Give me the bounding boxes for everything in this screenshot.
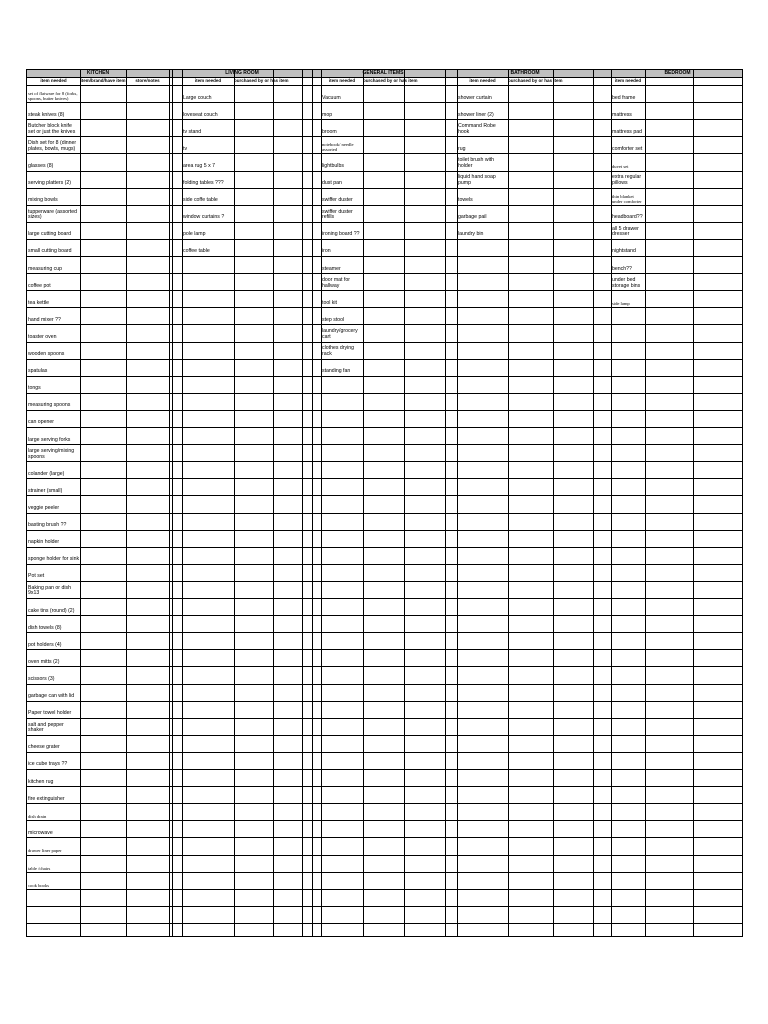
bedroom-item: side lamp: [612, 301, 630, 307]
row-line: [27, 820, 742, 821]
living-room-header-item-needed: item needed: [194, 78, 222, 83]
living-room-item: window curtains ?: [183, 214, 225, 221]
kitchen-item: salt and pepper shaker: [28, 721, 64, 734]
row-line: [27, 513, 742, 514]
general-item: Vacuum: [322, 94, 341, 101]
bedroom-item: nightstand: [612, 248, 636, 255]
kitchen-item: can opener: [28, 419, 54, 426]
kitchen-item: ice cube trays ??: [28, 761, 68, 768]
kitchen-item: steak knives (8): [28, 111, 65, 118]
kitchen-item: Baking pan or dish 9x13: [28, 584, 71, 597]
bathroom-item: shower liner (2): [458, 111, 494, 118]
kitchen-item: cook books: [28, 882, 50, 888]
general-item: mop: [322, 111, 333, 118]
bathroom-header-purchased: purchased by or has item: [508, 78, 563, 83]
row-line: [27, 906, 742, 907]
bathroom-header-item-needed: item needed: [469, 78, 496, 83]
bathroom-item: rug: [458, 145, 466, 152]
general-item: lightbulbs: [322, 162, 344, 169]
kitchen-item: large serving/mixing spoons: [28, 448, 75, 460]
row-line: [27, 718, 742, 719]
grid-line: [445, 70, 446, 936]
general-item: iron: [322, 248, 331, 255]
living-room-item: loveseat couch: [183, 111, 218, 118]
row-line: [27, 752, 742, 753]
grid-line: [273, 70, 274, 936]
bathroom-item: shower curtain: [458, 94, 492, 101]
row-line: [27, 855, 742, 856]
grid-line: [172, 70, 173, 936]
kitchen-title: KITCHEN: [86, 70, 110, 76]
general-item: ironing board ??: [322, 231, 360, 238]
kitchen-item: measuring cup: [28, 265, 63, 272]
kitchen-header-store-notes: store/notes: [135, 78, 160, 83]
general-item: broom: [322, 128, 337, 135]
general-item: swiffer duster: [322, 197, 353, 204]
row-line: [27, 478, 742, 479]
row-line: [27, 547, 742, 548]
living-room-item: coffee table: [183, 248, 210, 255]
general-item: dust pan: [322, 180, 342, 186]
general-item: door mat for hallway: [322, 277, 350, 289]
grid-line: [553, 70, 554, 936]
bathroom-item: Command Robe hook: [458, 123, 496, 135]
kitchen-item: microwave: [28, 829, 53, 836]
kitchen-item: Pot set: [28, 573, 45, 580]
kitchen-item: basting brush ??: [28, 522, 67, 528]
bedroom-item: bed frame: [612, 94, 636, 101]
general-item: step stool: [322, 316, 345, 323]
grid-line: [302, 70, 303, 936]
general-header-item-needed: item needed: [328, 78, 356, 83]
bedroom-item: extra regular pillows: [612, 174, 642, 186]
kitchen-item: sponge holder for sink: [28, 556, 80, 563]
kitchen-item: cake tins (round) (2): [28, 607, 75, 614]
bathroom-title: BATHROOM: [510, 70, 540, 76]
row-line: [27, 359, 742, 360]
kitchen-item: strainer (small): [28, 487, 63, 494]
row-line: [27, 324, 742, 325]
kitchen-item: table /chairs: [28, 865, 51, 871]
kitchen-item: small cutting board: [28, 248, 72, 255]
general-item: swiffer duster refills: [322, 208, 353, 221]
living-room-item: area rug 5 x 7: [183, 162, 216, 169]
kitchen-item: spatulas: [28, 368, 48, 375]
grid-line: [169, 70, 170, 936]
row-line: [27, 701, 742, 702]
living-room-item: tv stand: [183, 128, 202, 135]
row-line: [27, 684, 742, 685]
kitchen-item: Paper towel holder: [28, 710, 72, 717]
row-line: [27, 461, 742, 462]
living-room-item: side coffe table: [183, 197, 218, 204]
kitchen-item: hand mixer ??: [28, 316, 61, 323]
kitchen-item: mixing bowls: [28, 197, 58, 204]
grid-line: [312, 70, 313, 936]
bedroom-item: under bed storage bins: [612, 277, 641, 289]
grid-line: [693, 70, 694, 936]
bedroom-item: mattress pad: [612, 128, 642, 135]
kitchen-item: napkin holder: [28, 539, 60, 546]
general-item: standing fan: [322, 368, 351, 375]
grid-line: [126, 70, 127, 936]
living-room-item: Large couch: [183, 94, 212, 101]
grid-line: [593, 70, 594, 936]
row-line: [27, 410, 742, 411]
kitchen-item: pot holders (4): [28, 641, 62, 648]
living-room-item: folding tables ???: [183, 180, 224, 186]
bedroom-item: bench??: [612, 265, 632, 272]
grid-line: [363, 70, 364, 936]
row-line: [27, 632, 742, 633]
kitchen-item: cheese grater: [28, 744, 60, 751]
bedroom-item: duvet set: [612, 164, 629, 170]
grid-line: [645, 70, 646, 936]
kitchen-item: measuring spoons: [28, 402, 71, 409]
row-line: [27, 393, 742, 394]
row-line: [27, 530, 742, 531]
row-line: [27, 615, 742, 616]
row-line: [27, 649, 742, 650]
general-item: tool kit: [322, 299, 337, 306]
checklist-sheet: [26, 69, 743, 937]
grid-line: [80, 70, 81, 936]
row-line: [27, 889, 742, 890]
row-line: [27, 769, 742, 770]
kitchen-item: oven mitts (2): [28, 658, 60, 665]
kitchen-item: wooden spoons: [28, 351, 65, 357]
row-line: [27, 786, 742, 787]
kitchen-item: fire extinguisher: [28, 795, 65, 802]
bathroom-item: liquid hand soap pump: [458, 174, 496, 186]
grid-line: [234, 70, 235, 936]
row-line: [27, 923, 742, 924]
bedroom-item: comforter set: [612, 145, 643, 152]
kitchen-item: tea kettle: [28, 299, 50, 306]
kitchen-header-brand: item/brand/have item: [80, 78, 126, 83]
row-line: [27, 495, 742, 496]
kitchen-item: glasses (8): [28, 162, 54, 169]
row-line: [27, 307, 742, 308]
general-item: steamer: [322, 265, 341, 272]
general-item: notebook/ needle assorted: [322, 142, 354, 153]
row-line: [27, 837, 742, 838]
kitchen-header-item-needed: item needed: [40, 78, 67, 83]
kitchen-item: toaster oven: [28, 333, 57, 340]
bedroom-item: mattress: [612, 111, 632, 118]
living-room-title: LIVING ROOM: [225, 70, 259, 76]
kitchen-item: Butcher block knife set or just the knives: [28, 123, 76, 135]
bedroom-title: BEDROOM: [664, 70, 691, 76]
kitchen-item: large cutting board: [28, 231, 71, 238]
kitchen-item: coffee pot: [28, 282, 51, 289]
kitchen-item: dish towels (8): [28, 624, 62, 631]
kitchen-item: drawer liner paper: [28, 848, 62, 854]
living-room-item: tv: [183, 145, 188, 152]
row-line: [27, 342, 742, 343]
general-item: clothes drying rack: [322, 345, 355, 357]
row-line: [27, 376, 742, 377]
bathroom-item: garbage pail: [458, 214, 487, 221]
kitchen-item: colander (large): [28, 470, 65, 477]
kitchen-item: serving platters (2): [28, 180, 71, 186]
kitchen-item: Dish set for 8 (dinner plates, bowls, mugs): [28, 140, 77, 152]
kitchen-item: set of flatware for 8 (forks, spoons, butter knives): [28, 91, 78, 102]
kitchen-item: veggie peeler: [28, 504, 60, 511]
bathroom-item: toilet brush with holder: [458, 157, 495, 169]
bathroom-item: laundry bin: [458, 231, 484, 238]
row-line: [27, 444, 742, 445]
general-items-title: GENERAL ITEMS: [362, 70, 404, 76]
kitchen-item: kitchen rug: [28, 778, 54, 785]
kitchen-item: tongs: [28, 385, 41, 392]
living-room-item: pole lamp: [183, 231, 206, 238]
kitchen-item: dish drain: [28, 814, 47, 820]
grid-line: [404, 70, 405, 936]
bedroom-header-item-needed: item needed: [614, 78, 642, 83]
row-line: [27, 803, 742, 804]
grid-line: [508, 70, 509, 936]
bedroom-item: thin blanket under comforter: [612, 193, 642, 204]
general-header-purchased: purchased by or has item: [363, 78, 418, 83]
kitchen-item: tupperware (assorted sizes): [28, 208, 78, 221]
kitchen-item: large serving forks: [28, 436, 71, 443]
kitchen-item: garbage can with lid: [28, 693, 75, 699]
bedroom-item: all 5 drawer dresser: [612, 225, 639, 238]
row-line: [27, 598, 742, 599]
row-line: [27, 427, 742, 428]
living-room-header-purchased: purchased by or has item: [234, 78, 289, 83]
general-item: laundry/grocery cart: [322, 328, 358, 340]
row-line: [27, 735, 742, 736]
kitchen-item: scissors (3): [28, 675, 55, 682]
row-line: [27, 564, 742, 565]
row-line: [27, 872, 742, 873]
bathroom-item: towels: [458, 197, 473, 204]
bedroom-item: headboard??: [612, 214, 643, 221]
row-line: [27, 581, 742, 582]
row-line: [27, 666, 742, 667]
